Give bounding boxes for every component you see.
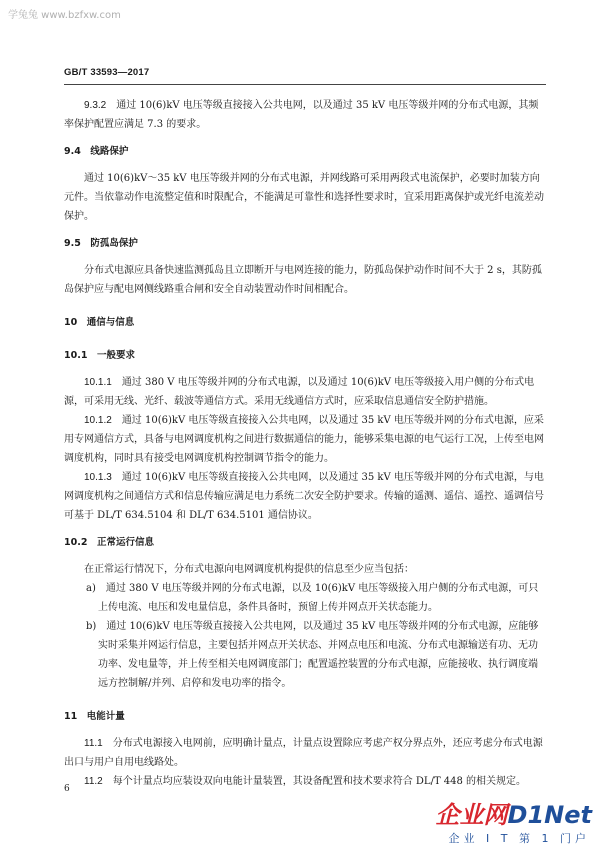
clause-10-1-2: 10.1.2 通过 10(6)kV 电压等级直接接入公共电网，以及通过 35 kV 电压等级并网的分布式电源，应采用专网通信方式，具备与电网调度机构之间进行数据通信的能力，能够采集电源的电气运行工况，上传至电网调度机构，同时具有接受电网调度机构控制调节指令的能力。 [64,415,544,464]
heading-11: 11 电能计量 [64,711,125,722]
clause-10-1-1: 10.1.1 通过 380 V 电压等级并网的分布式电源，以及通过 10(6)kV 电压等级接入用户侧的分布式电源，可采用无线、光纤、载波等通信方式。采用无线通信方式时，应采取信息通信安全防护措施。 [64,377,535,407]
page-number: 6 [64,784,70,794]
d1net-logo: 企业网D1Net [435,801,592,829]
heading-10-1: 10.1 一般要求 [64,350,135,361]
header-rule [64,84,546,85]
heading-10: 10 通信与信息 [64,317,135,328]
clause-10-2-intro: 在正常运行情况下，分布式电源向电网调度机构提供的信息至少应当包括： [84,564,414,575]
clause-11-1: 11.1 分布式电源接入电网前，应明确计量点，计量点设置除应考虑产权分界点外，还应考虑分布式电源出口与用户自用电线路处。 [64,738,543,768]
watermark-text: 学兔兔 www.bzfxw.com [8,10,121,21]
document-body [64,96,546,791]
list-item-b: b) 通过 10(6)kV 电压等级直接接入公共电网，以及通过 35 kV 电压等级并网的分布式电源，应能够实时采集并网运行信息，主要包括并网点开关状态、并网点电压和电流、分布式电源输送有功、无功功率、发电量等，并上传至相关电网调度部门；配置遥控装置的分布式电源，应能接收、执行调度端远方控制解/并列、启停和发电功率的指令。 [86,621,539,689]
standard-code: GB/T 33593—2017 [64,67,150,78]
clause-9-4-text: 通过 10(6)kV～35 kV 电压等级并网的分布式电源，并网线路可采用两段式电流保护，必要时加装方向元件。当依靠动作电流整定值和时限配合，不能满足可靠性和选择性要求时，宜采用距离保护或光纤电流差动保护。 [64,173,544,222]
clause-11-2: 11.2 每个计量点均应装设双向电能计量装置，其设备配置和技术要求符合 DL/T 448 的相关规定。 [84,776,527,787]
heading-9-4: 9.4 线路保护 [64,146,129,157]
clause-9-5-text: 分布式电源应具备快速监测孤岛且立即断开与电网连接的能力，防孤岛保护动作时间不大于 2 s，其防孤岛保护应与配电网侧线路重合闸和安全自动装置动作时间相配合。 [64,265,542,295]
clause-10-1-3: 10.1.3 通过 10(6)kV 电压等级直接接入公共电网，以及通过 35 kV 电压等级并网的分布式电源，与电网调度机构之间通信方式和信息传输应满足电力系统二次安全防护要求。传输的遥测、遥信、遥控、遥调信号可基于 DL/T 634.5104 和 DL/T 634.5101 通信协议。 [64,472,544,521]
logo-subtitle: 企业 I T 第 1 门户 [448,832,590,845]
list-item-a: a) 通过 380 V 电压等级并网的分布式电源，以及 10(6)kV 电压等级接入用户侧的分布式电源，可只上传电流、电压和发电量信息，条件具备时，预留上传并网点开关状态能力。 [86,583,539,613]
clause-9-3-2: 9.3.2 通过 10(6)kV 电压等级直接接入公共电网，以及通过 35 kV 电压等级并网的分布式电源，其频率保护配置应满足 7.3 的要求。 [64,100,539,130]
heading-9-5: 9.5 防孤岛保护 [64,238,138,249]
heading-10-2: 10.2 正常运行信息 [64,537,154,548]
